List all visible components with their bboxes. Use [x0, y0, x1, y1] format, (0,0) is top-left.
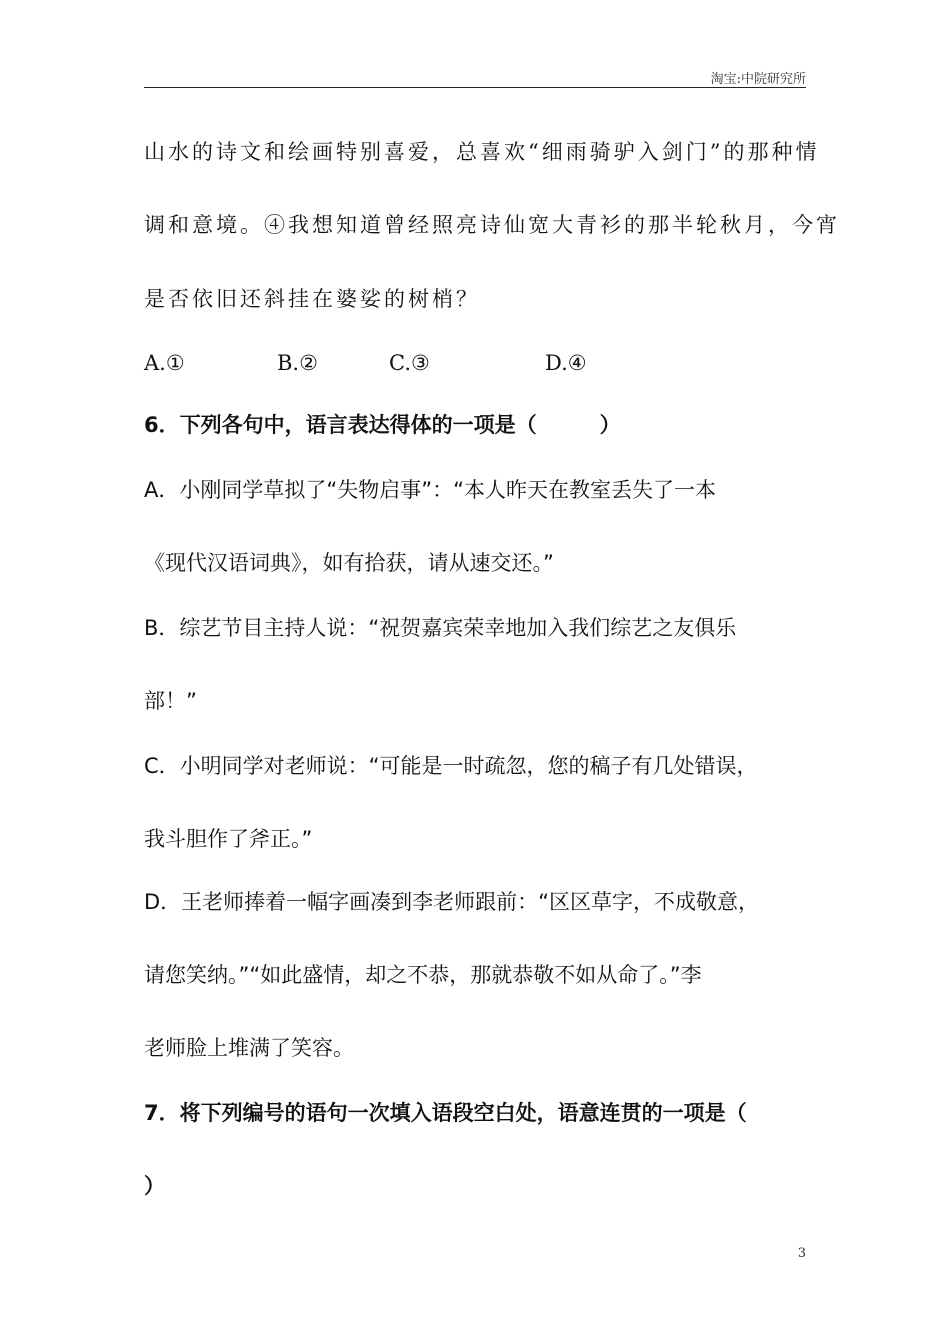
q6-line: D．王老师捧着一幅字画凑到李老师跟前：“区区草字，不成敬意， — [144, 890, 760, 914]
passage-line: 调和意境。④我想知道曾经照亮诗仙宽大青衫的那半轮秋月，今宵 — [144, 213, 840, 237]
q6-line: 请您笑纳。”“如此盛情，却之不恭，那就恭敬不如从命了。”李 — [144, 963, 702, 987]
question-7-title-cont: ） — [144, 1174, 165, 1198]
question-7-title: 7．将下列编号的语句一次填入语段空白处，语意连贯的一项是（ — [144, 1101, 747, 1125]
passage-line: 是否依旧还斜挂在婆娑的树梢？ — [144, 287, 480, 311]
option-c: C.③ — [389, 351, 430, 375]
q6-line: 我斗胆作了斧正。” — [144, 827, 313, 851]
q6-line: C．小明同学对老师说：“可能是一时疏忽，您的稿子有几处错误， — [144, 754, 758, 778]
header-rule — [144, 87, 806, 88]
option-b: B.② — [277, 351, 318, 375]
option-d: D.④ — [545, 351, 587, 375]
q6-line: 老师脸上堆满了笑容。 — [144, 1036, 354, 1060]
q6-line: 部！” — [144, 689, 197, 713]
option-a: A.① — [144, 351, 185, 375]
header-text: 淘宝:中院研究所 — [710, 72, 806, 87]
q6-line: A．小刚同学草拟了“失物启事”：“本人昨天在教室丢失了一本 — [144, 478, 717, 502]
passage-line: 山水的诗文和绘画特别喜爱，总喜欢“细雨骑驴入剑门”的那种情 — [144, 140, 820, 164]
page-number: 3 — [797, 1246, 806, 1261]
q6-line: B．综艺节目主持人说：“祝贺嘉宾荣幸地加入我们综艺之友俱乐 — [144, 616, 737, 640]
question-6-title: 6．下列各句中，语言表达得体的一项是（ ） — [144, 413, 621, 437]
q5-options — [144, 349, 806, 377]
q6-line: 《现代汉语词典》，如有拾获，请从速交还。” — [144, 551, 554, 575]
